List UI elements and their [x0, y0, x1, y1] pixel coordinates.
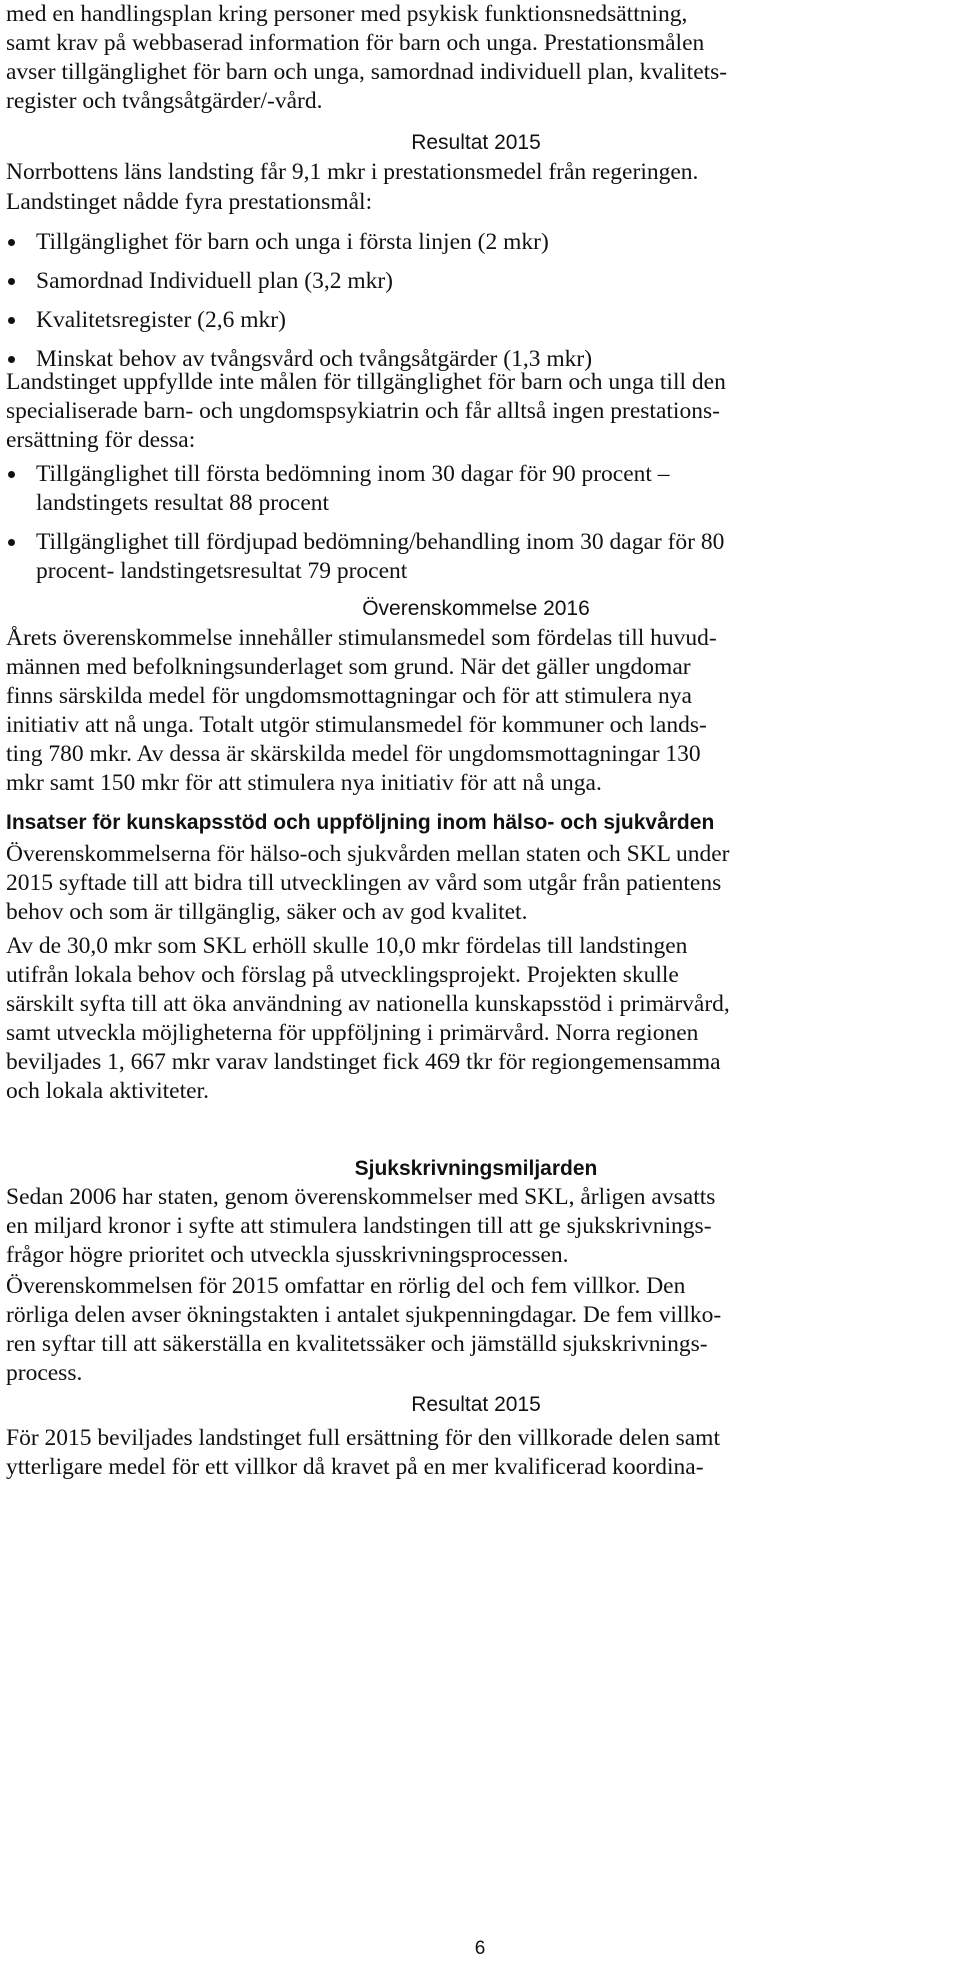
text-line: För 2015 beviljades landstinget full ersättning för den villkorade delen samt — [6, 1425, 720, 1451]
bullet-icon — [8, 356, 15, 363]
text-line: frågor högre prioritet och utveckla sjusskrivningsprocessen. — [6, 1242, 569, 1268]
text-line: specialiserade barn- och ungdomspsykiatrin och får alltså ingen prestations- — [6, 398, 720, 424]
section-heading-insatser: Insatser för kunskapsstöd och uppföljning inom hälso- och sjukvården — [6, 811, 715, 834]
resultat-paragraph — [6, 158, 946, 217]
text-line: 2015 syftade till att bidra till utvecklingen av vård som utgår från patientens — [6, 870, 722, 896]
text-line: finns särskilda medel för ungdomsmottagningar och för att stimulera nya — [6, 683, 692, 709]
bullet-icon — [8, 278, 15, 285]
text-line: rörliga delen avser ökningstakten i antalet sjukpenningdagar. De fem villko- — [6, 1302, 722, 1328]
text-line: Årets överenskommelse innehåller stimulansmedel som fördelas till huvud- — [6, 625, 717, 651]
text-line: Landstinget nådde fyra prestationsmål: — [6, 189, 373, 215]
list-item: Kvalitetsregister (2,6 mkr) — [6, 306, 946, 335]
tillganglighet-list — [6, 460, 946, 586]
text-line: avser tillgänglighet för barn och unga, samordnad individuell plan, kvalitets- — [6, 59, 728, 85]
list-item: Samordnad Individuell plan (3,2 mkr) — [6, 267, 946, 296]
text-line: mkr samt 150 mkr för att stimulera nya initiativ för att nå unga. — [6, 770, 602, 796]
text-line: Överenskommelserna för hälso-och sjukvården mellan staten och SKL under — [6, 841, 730, 867]
resultat-second-paragraph — [6, 1424, 946, 1482]
insatser-paragraph-2 — [6, 932, 946, 1106]
sjukskrivning-paragraph-2 — [6, 1272, 946, 1388]
section-heading-resultat-2015: Resultat 2015 — [411, 131, 541, 154]
text-line: Landstinget uppfyllde inte målen för tillgänglighet för barn och unga till den — [6, 369, 726, 395]
text-line: beviljades 1, 667 mkr varav landstinget fick 469 tkr för regiongemensamma — [6, 1049, 721, 1075]
insatser-paragraph-1 — [6, 840, 946, 927]
text-line: och lokala aktiviteter. — [6, 1078, 209, 1104]
page-number: 6 — [474, 1938, 486, 1959]
section-heading-sjukskrivningsmiljarden: Sjukskrivningsmiljarden — [354, 1157, 598, 1180]
text-line: ersättning för dessa: — [6, 427, 196, 453]
text-line: Av de 30,0 mkr som SKL erhöll skulle 10,0 mkr fördelas till landstingen — [6, 933, 688, 959]
text-line: initiativ att nå unga. Totalt utgör stimulansmedel för kommuner och lands- — [6, 712, 707, 738]
text-line: Överenskommelsen för 2015 omfattar en rörlig del och fem villkor. Den — [6, 1273, 686, 1299]
section-heading-overenskommelse-2016: Överenskommelse 2016 — [362, 597, 590, 620]
bullet-icon — [8, 471, 15, 478]
text-line: en miljard kronor i syfte att stimulera landstingen till att ge sjukskrivnings- — [6, 1213, 712, 1239]
text-line: ren syftar till att säkerställa en kvalitetssäker och jämställd sjukskrivnings- — [6, 1331, 708, 1357]
list-item: Tillgänglighet till fördjupad bedömning/behandling inom 30 dagar för 80 procent- landstingetsresultat 79 procent — [6, 528, 946, 586]
text-line: särskilt syfta till att öka användning av nationella kunskapsstöd i primärvård, — [6, 991, 730, 1017]
text-line: Norrbottens läns landsting får 9,1 mkr i prestationsmedel från regeringen. — [6, 159, 699, 185]
sjukskrivning-paragraph-1 — [6, 1183, 946, 1270]
bullet-icon — [8, 239, 15, 246]
list-item: Tillgänglighet för barn och unga i första linjen (2 mkr) — [6, 228, 946, 257]
list-item: Minskat behov av tvångsvård och tvångsåtgärder (1,3 mkr) — [6, 345, 946, 374]
list-item: Tillgänglighet till första bedömning inom 30 dagar för 90 procent – landstingets resultat 88 procent — [6, 460, 946, 518]
prestationsmal-list — [6, 228, 946, 374]
text-line: register och tvångsåtgärder/-vård. — [6, 88, 323, 114]
text-line: samt utveckla möjligheterna för uppföljning i primärvård. Norra regionen — [6, 1020, 699, 1046]
bullet-icon — [8, 539, 15, 546]
text-line: samt krav på webbaserad information för barn och unga. Prestationsmålen — [6, 30, 705, 56]
section-heading-resultat-2015-second: Resultat 2015 — [411, 1393, 541, 1416]
text-line: ytterligare medel för ett villkor då kravet på en mer kvalificerad koordina- — [6, 1454, 704, 1480]
text-line: process. — [6, 1360, 83, 1386]
intro-paragraph — [6, 0, 946, 116]
text-line: behov och som är tillgänglig, säker och av god kvalitet. — [6, 899, 528, 925]
text-line: männen med befolkningsunderlaget som grund. När det gäller ungdomar — [6, 654, 691, 680]
bullet-icon — [8, 317, 15, 324]
text-line: ting 780 mkr. Av dessa är skärskilda medel för ungdomsmottagningar 130 — [6, 741, 701, 767]
text-line: utifrån lokala behov och förslag på utvecklingsprojekt. Projekten skulle — [6, 962, 679, 988]
text-line: Sedan 2006 har staten, genom överenskommelser med SKL, årligen avsatts — [6, 1184, 716, 1210]
uppfyllde-paragraph — [6, 368, 946, 455]
text-line: med en handlingsplan kring personer med psykisk funktionsnedsättning, — [6, 1, 688, 27]
overenskommelse-paragraph — [6, 624, 946, 798]
